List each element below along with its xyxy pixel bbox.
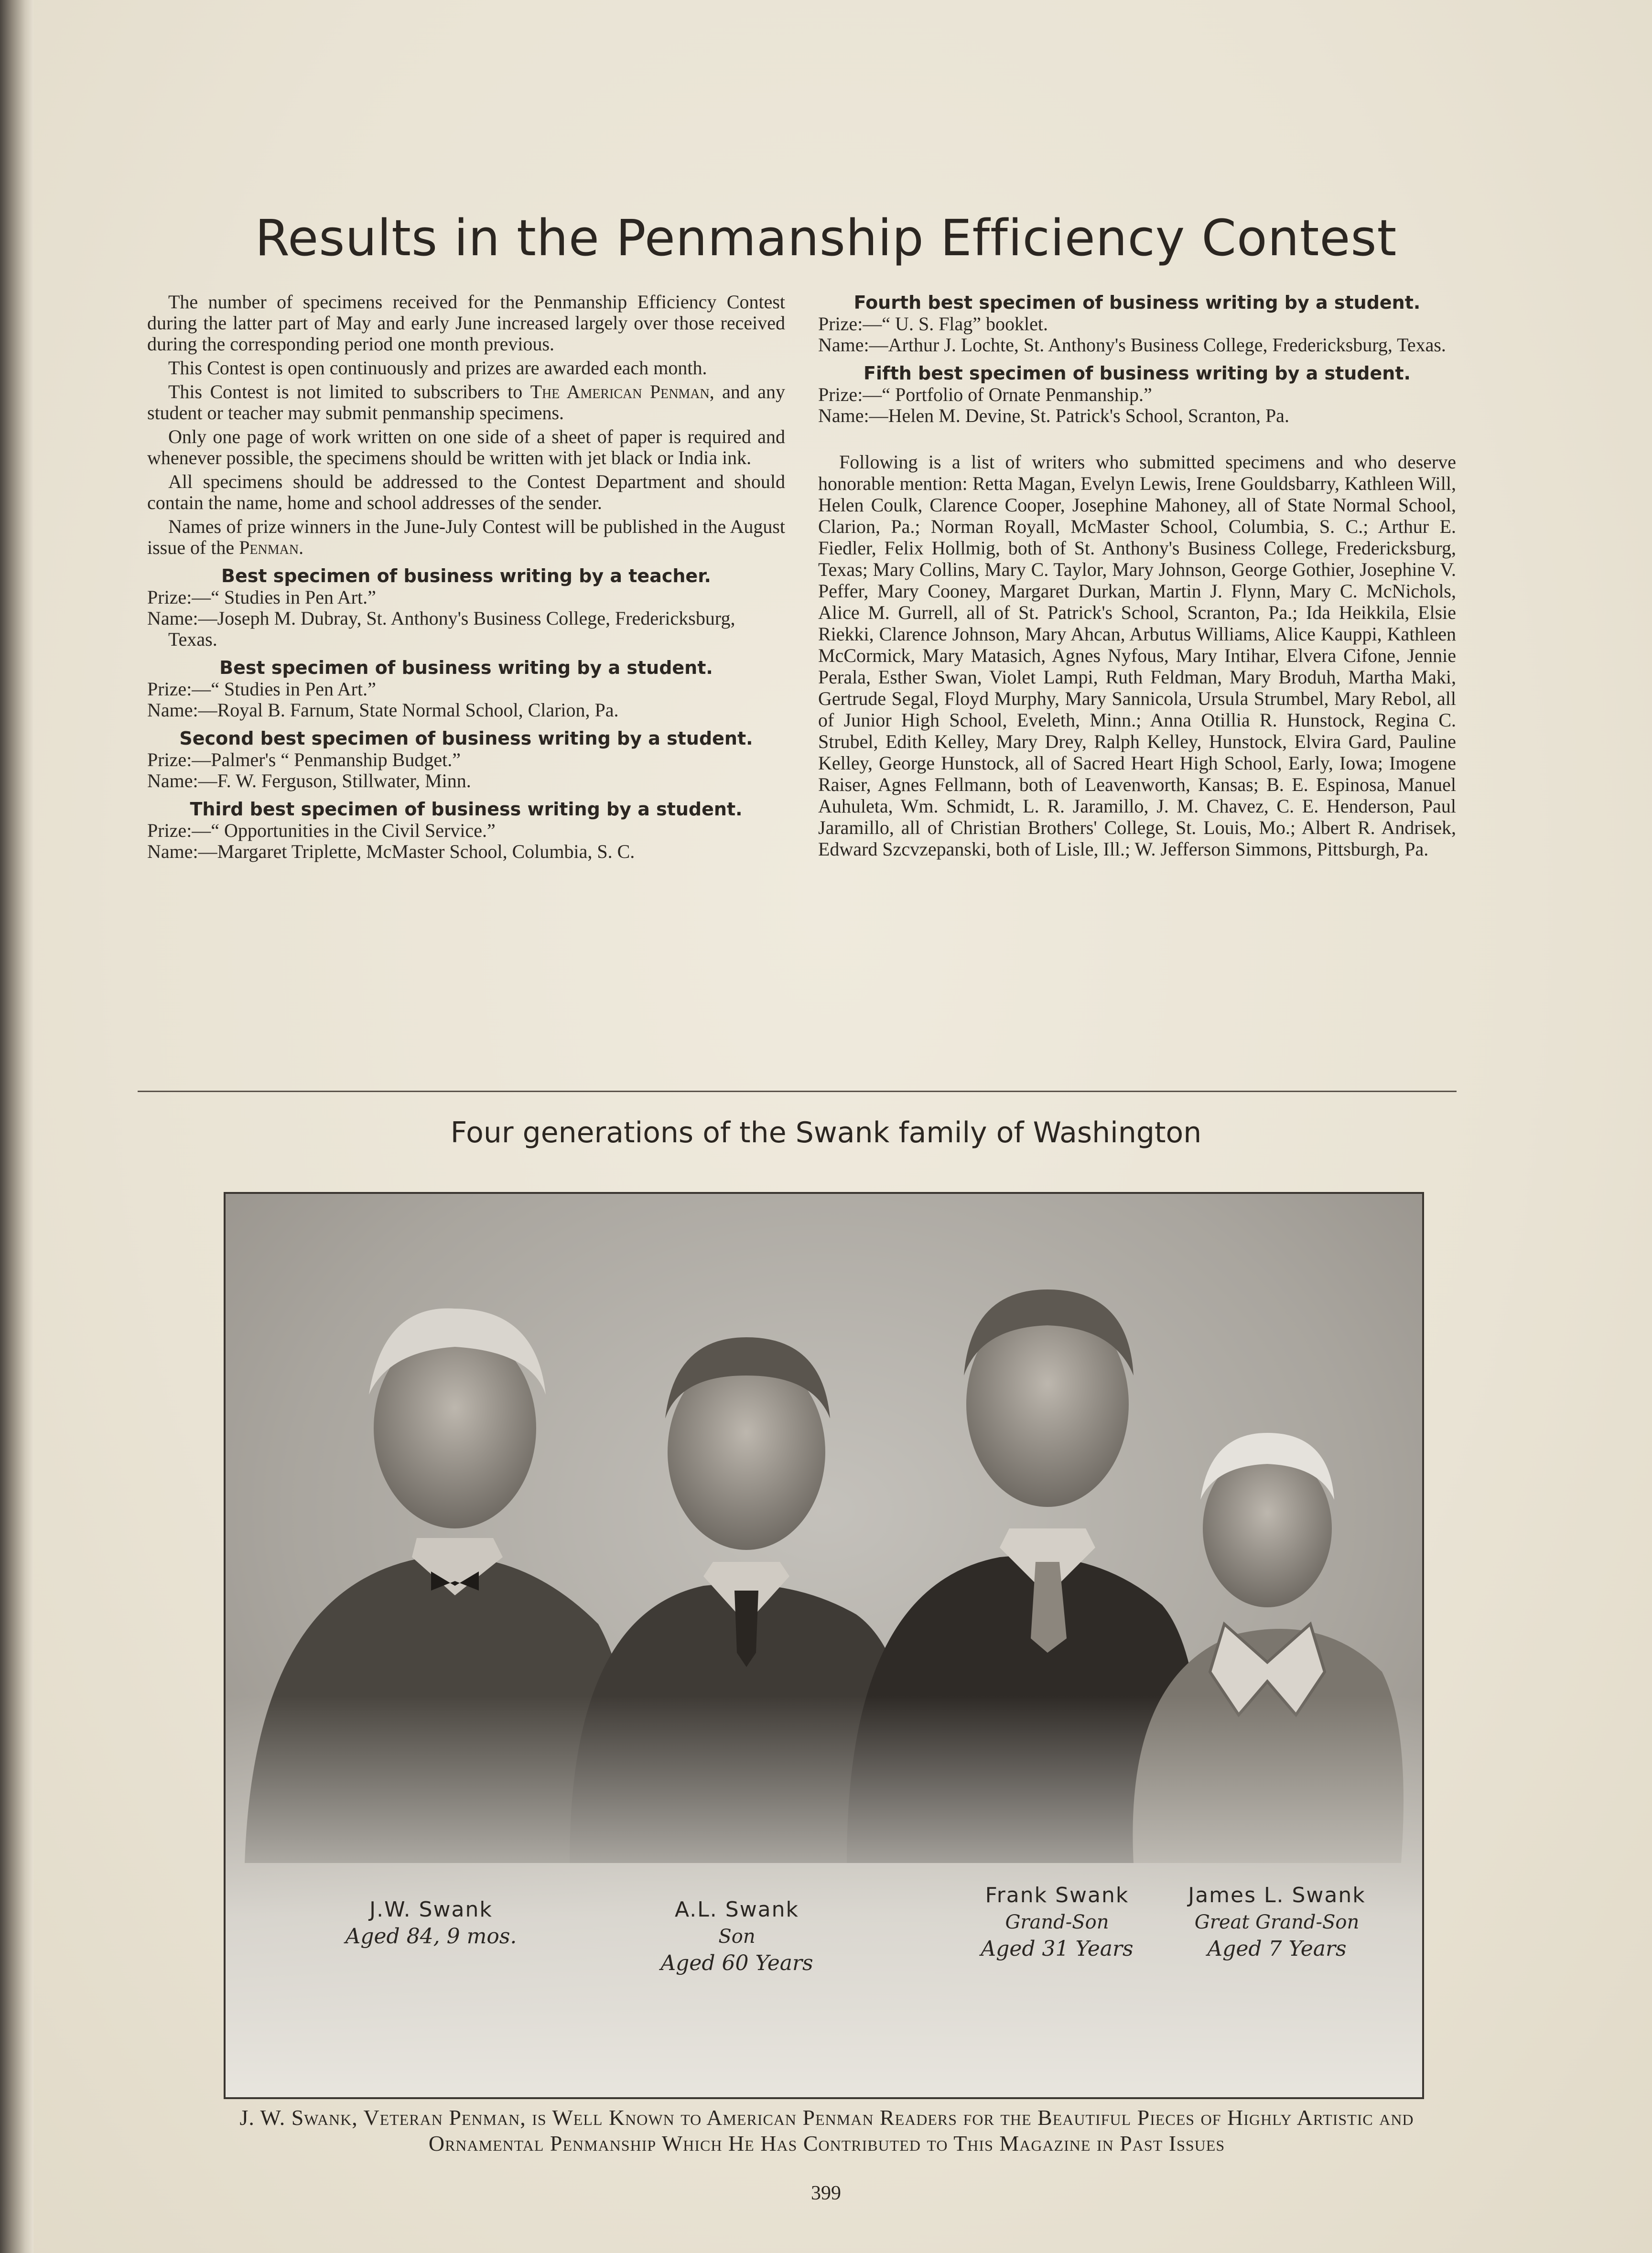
names-notice-before: Names of prize winners in the June-July Contest will be published in the August issue of the	[147, 516, 785, 558]
winner-prize: Prize:—Palmer's “ Penmanship Budget.”	[147, 749, 461, 770]
photo-caption: Four generations of the Swank family of Washington	[450, 1116, 1202, 1149]
not-limited-before: This Contest is not limited to subscribers to	[168, 381, 530, 402]
signature-al-swank	[646, 1896, 828, 1977]
winner-name: Name:—Joseph M. Dubray, St. Anthony's Business College, Fredericksburg, Texas.	[147, 607, 735, 650]
winner-heading: Best specimen of business writing by a teacher.	[221, 565, 711, 586]
signature-relation: Great Grand-Son	[1194, 1911, 1360, 1933]
winner-name: Name:—Arthur J. Lochte, St. Anthony's Business College, Fredericksburg, Texas.	[818, 334, 1446, 356]
signature-age: Aged 7 Years	[1207, 1937, 1347, 1961]
signature-frank-swank	[961, 1882, 1153, 1962]
honorable-mention-paragraph: Following is a list of writers who submitted specimens and who deserve honorable mention: Retta Magan, Evelyn Lewis, Irene Gouldsbarry, Kathleen Will, Helen Coulk, Clarence Cooper, Josephine Mahoney, all of State Normal School, Clarion, Pa.; Norman Royall, McMaster School, Columbia, S. C.; Arthur E. Fiedler, Felix Hollmig, both of St. Anthony's Business College, Fredericksburg, Texas; Mary Collins, Mary C. Taylor, Mary Johnson, George Gothier, Josephine V. Peffer, Mary Cooney, Margaret Durkan, Martin J. Flynn, Mary C. McNichols, Alice M. Gurrell, all of St. Patrick's School, Scranton, Pa.; Ida Heikkila, Elsie Riekki, Clarence Johnson, Mary Ahcan, Arbutus Williams, Alice Kauppi, Kathleen McCormick, Mary Matasich, Agnes Nyfous, Mary Intihar, Elvera Cifone, Jennie Perala, Esther Swan, Violet Lampi, Ruth Feldman, Mary Broduh, Martha Maki, Gertrude Segal, Floyd Murphy, Mary Sannicola, Ursula Strumbel, Mary Rebol, all of Junior High School, Eveleth, Minn.; Anna Otillia R. Hunstock, Regina C. Strubel, Edith Kelley, Mary Drey, Ralph Kelley, Hunstock, Elvira Gard, Pauline Kelley, George Hunstock, all of Sacred Heart High School, Early, Iowa; Imogene Raiser, Agnes Fellmann, both of Leavenworth, Kansas; B. E. Espinosa, Manuel Auhuleta, Wm. Schmidt, L. R. Jaramillo, J. M. Chavez, C. E. Henderson, Paul Jaramillo, all of Christian Brothers' College, St. Louis, Mo.; Albert R. Andrisek, Edward Szcvzepanski, both of Lisle, Ill.; W. Jefferson Simmons, Pittsburgh, Pa.	[818, 451, 1456, 860]
page-number: 399	[811, 2182, 841, 2204]
intro-paragraph-2: This Contest is open continuously and prizes are awarded each month.	[168, 357, 707, 379]
names-notice-after: .	[299, 537, 304, 558]
winner-name: Name:—Helen M. Devine, St. Patrick's School, Scranton, Pa.	[818, 405, 1289, 426]
left-column	[147, 292, 785, 862]
family-photograph	[224, 1192, 1424, 2099]
winner-name: Name:—Royal B. Farnum, State Normal School, Clarion, Pa.	[147, 699, 619, 721]
signature-name: Frank Swank	[985, 1883, 1129, 1907]
signature-relation: Son	[718, 1926, 756, 1948]
intro-paragraph-1: The number of specimens received for the Penmanship Efficiency Contest during the latter part of May and early June increased largely over those received during the corresponding period one month previous.	[147, 291, 785, 355]
signature-james-swank	[1172, 1882, 1382, 1962]
names-notice-paragraph	[147, 516, 785, 558]
intro-paragraph-3: Only one page of work written on one side of a sheet of paper is required and whenever possible, the specimens should be written with jet black or India ink.	[147, 426, 785, 468]
winner-heading: Best specimen of business writing by a student.	[219, 657, 713, 678]
not-limited-paragraph	[147, 381, 785, 423]
winner-name: Name:—Margaret Triplette, McMaster School, Columbia, S. C.	[147, 841, 635, 862]
right-column	[818, 292, 1456, 860]
winner-heading: Fifth best specimen of business writing by a student.	[864, 363, 1411, 384]
section-divider	[138, 1091, 1457, 1092]
intro-paragraph-4: All specimens should be addressed to the Contest Department and should contain the name, home and school addresses of the sender.	[147, 471, 785, 513]
signature-name: A.L. Swank	[674, 1897, 799, 1922]
not-limited-after: , and any student or teacher may submit penmanship specimens.	[147, 381, 786, 423]
signature-age: Aged 31 Years	[981, 1937, 1134, 1961]
winner-heading: Second best specimen of business writing by a student.	[179, 728, 753, 749]
signature-relation: Grand-Son	[1005, 1911, 1109, 1933]
winner-prize: Prize:—“ Portfolio of Ornate Penmanship.”	[818, 384, 1152, 405]
page-title: Results in the Penmanship Efficiency Contest	[255, 209, 1397, 267]
signature-jw-swank	[345, 1896, 517, 1950]
magazine-short-name: Penman	[239, 537, 299, 558]
signature-name: J.W. Swank	[369, 1897, 493, 1922]
winner-name: Name:—F. W. Ferguson, Stillwater, Minn.	[147, 770, 471, 791]
winner-heading: Third best specimen of business writing by a student.	[190, 799, 743, 820]
signature-age: Aged 60 Years	[660, 1951, 813, 1975]
winner-prize: Prize:—“ U. S. Flag” booklet.	[818, 313, 1048, 335]
magazine-name: The American Penman	[530, 381, 710, 402]
winner-prize: Prize:—“ Studies in Pen Art.”	[147, 586, 376, 608]
photo-bottom-caption: J. W. Swank, Veteran Penman, is Well Known to American Penman Readers for the Beautiful Pieces of Highly Artistic and Ornamental Penmanship Which He Has Contributed to This Magazine in Past Issues	[239, 2105, 1414, 2156]
signature-name: James L. Swank	[1188, 1883, 1366, 1907]
winner-prize: Prize:—“ Opportunities in the Civil Service.”	[147, 820, 496, 841]
signature-age: Aged 84, 9 mos.	[345, 1924, 517, 1949]
winner-heading: Fourth best specimen of business writing by a student.	[853, 292, 1421, 313]
winner-prize: Prize:—“ Studies in Pen Art.”	[147, 678, 376, 700]
